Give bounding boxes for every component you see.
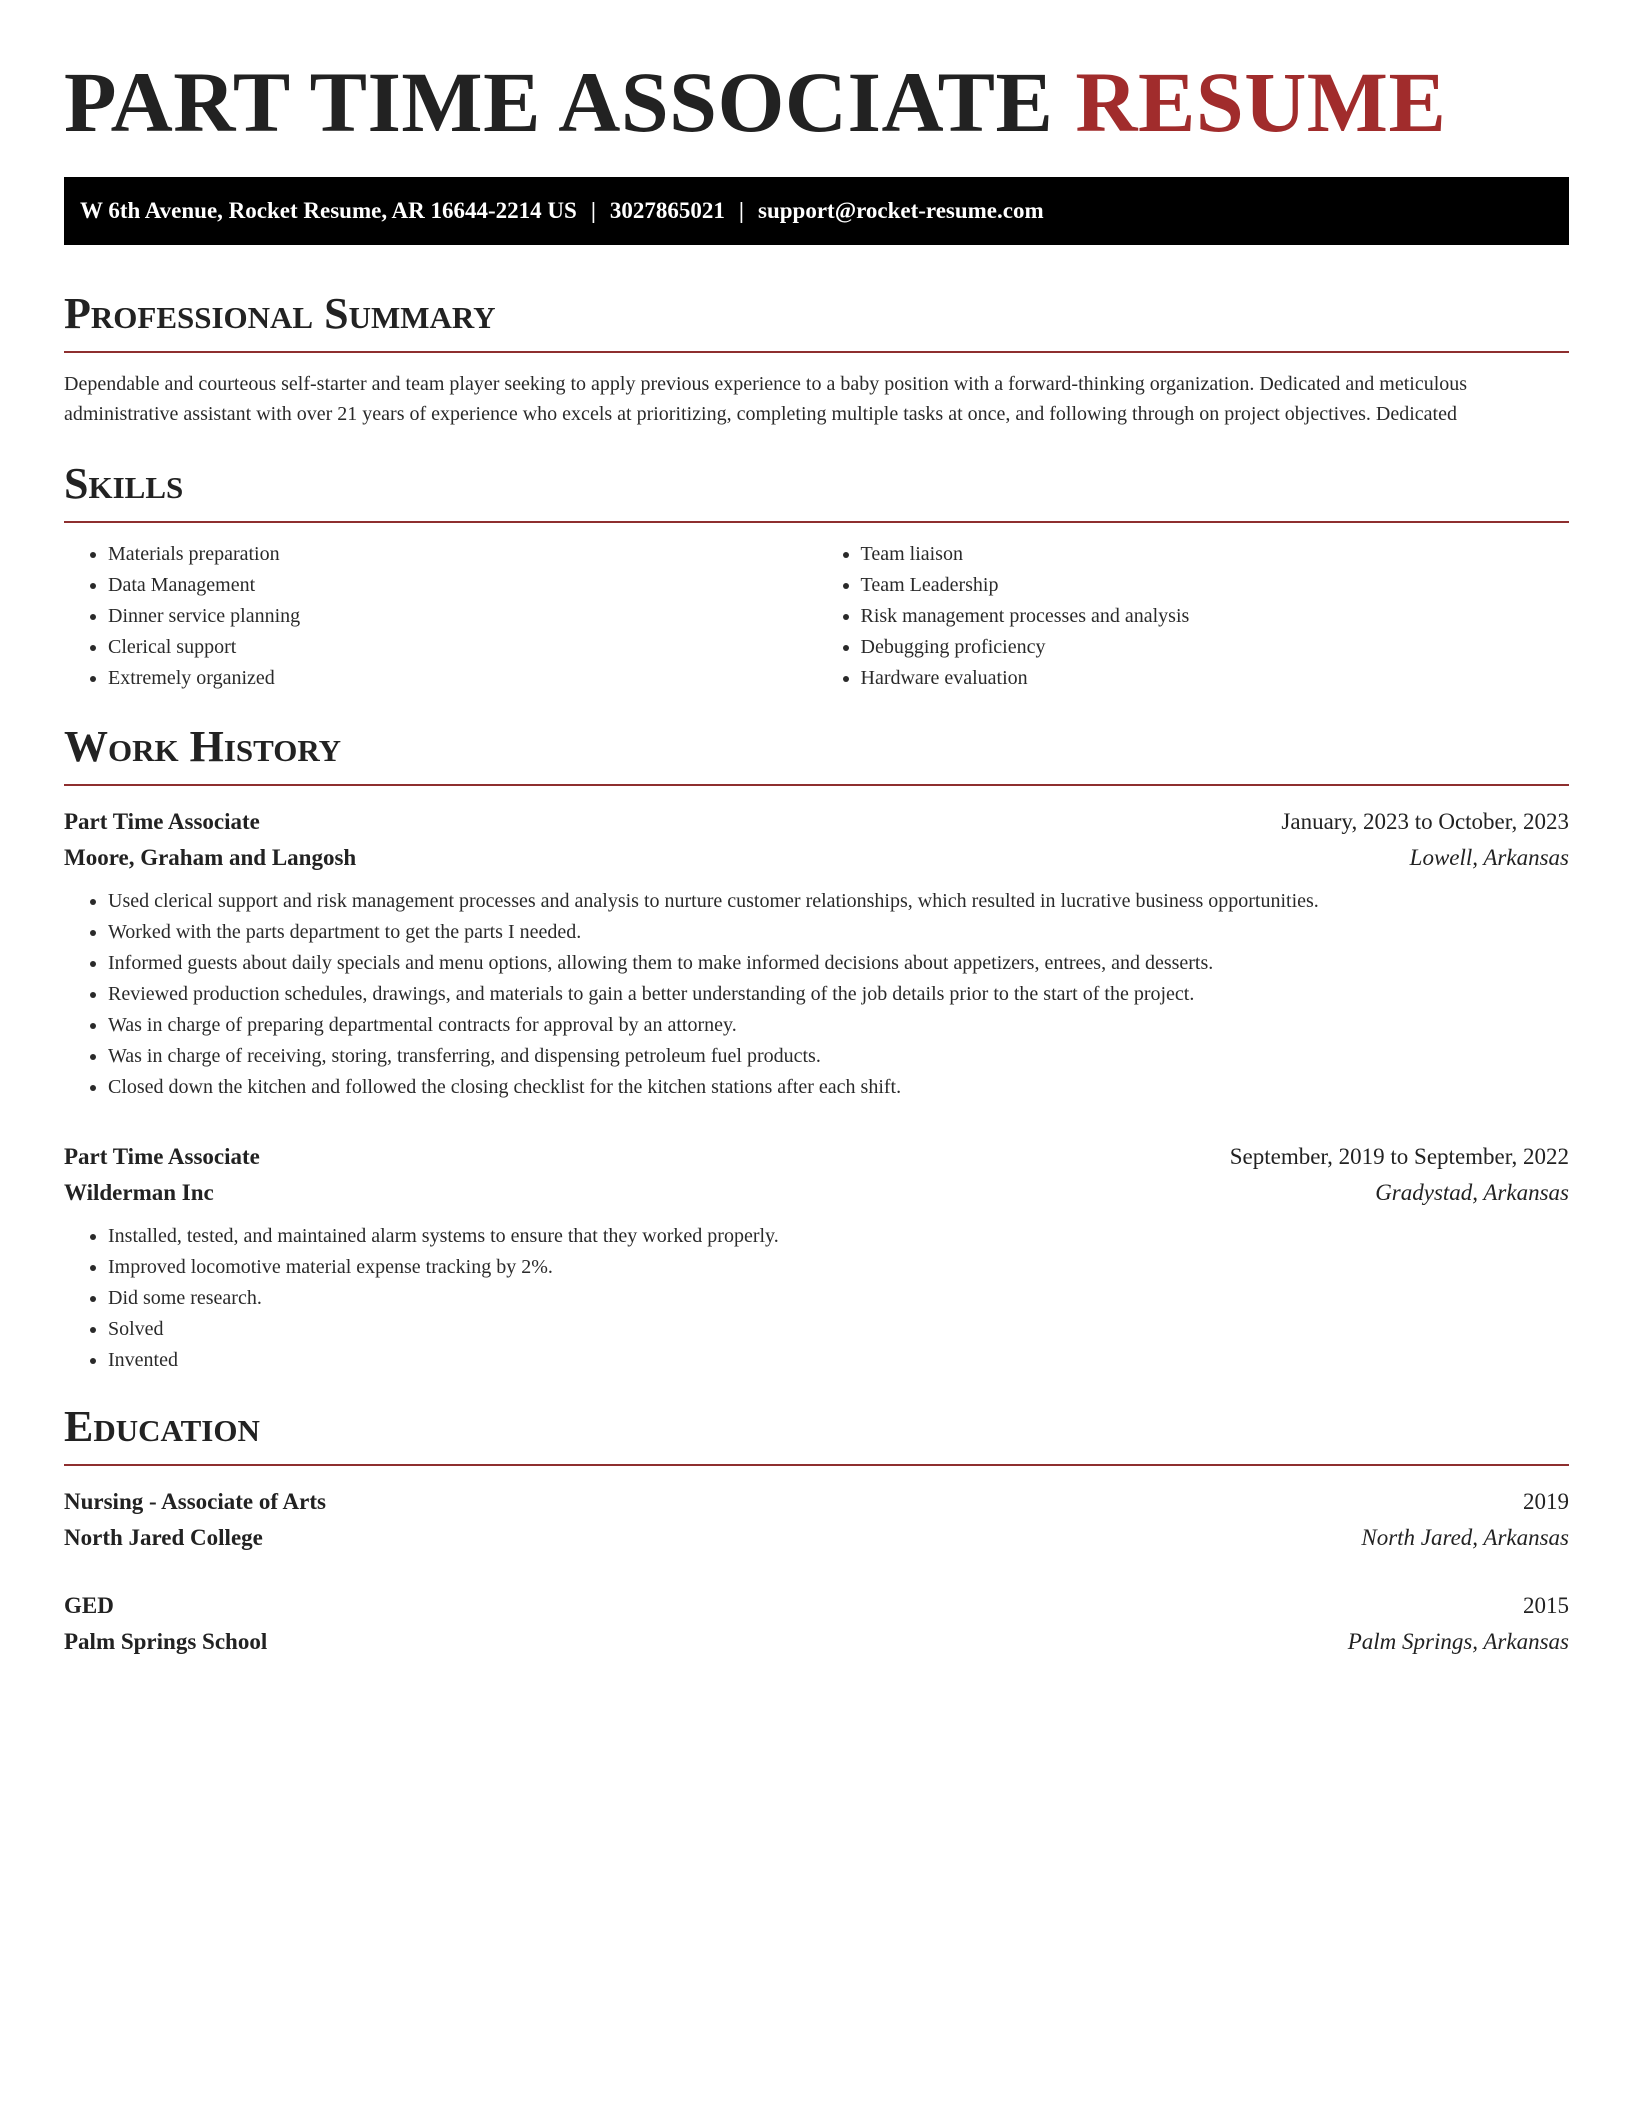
contact-address: W 6th Avenue, Rocket Resume, AR 16644-2214 US	[80, 198, 577, 223]
skills-column-right	[817, 539, 1570, 694]
job-header-row	[64, 804, 1569, 840]
work-history-heading: Work History	[64, 722, 1569, 786]
skill-item: • Clerical support	[108, 632, 817, 663]
skills-heading: Skills	[64, 459, 1569, 523]
education-school-row	[64, 1520, 1569, 1556]
job-company: Moore, Graham and Langosh	[64, 845, 357, 870]
contact-email: support@rocket-resume.com	[758, 198, 1044, 223]
skill-item: • Debugging proficiency	[861, 632, 1570, 663]
education-location: Palm Springs, Arkansas	[1347, 1629, 1569, 1654]
job-title: Part Time Associate	[64, 1144, 260, 1169]
job-location: Gradystad, Arkansas	[1375, 1180, 1569, 1205]
resume-title	[64, 52, 1569, 152]
job-duty: • Was in charge of preparing departmental contracts for approval by an attorney.	[108, 1010, 1569, 1041]
job-title: Part Time Associate	[64, 809, 260, 834]
title-main: PART TIME ASSOCIATE	[64, 54, 1054, 150]
contact-separator: |	[738, 198, 744, 223]
job-entry	[64, 804, 1569, 1103]
skill-item: • Team Leadership	[861, 570, 1570, 601]
contact-phone: 3027865021	[609, 198, 725, 223]
skill-item: • Hardware evaluation	[861, 663, 1570, 694]
title-accent: RESUME	[1075, 54, 1447, 150]
education-location: North Jared, Arkansas	[1361, 1525, 1569, 1550]
job-duty: • Solved	[108, 1314, 1569, 1345]
skills-column-left	[64, 539, 817, 694]
job-location: Lowell, Arkansas	[1409, 845, 1569, 870]
job-dates: September, 2019 to September, 2022	[1229, 1144, 1569, 1169]
education-degree-row	[64, 1484, 1569, 1520]
job-duty: • Improved locomotive material expense tracking by 2%.	[108, 1252, 1569, 1283]
skill-item: • Dinner service planning	[108, 601, 817, 632]
resume-page	[64, 0, 1569, 1660]
job-duty: • Reviewed production schedules, drawings, and materials to gain a better understanding of the job details prior to the start of the project.	[108, 979, 1569, 1010]
education-degree-row	[64, 1588, 1569, 1624]
job-dates: January, 2023 to October, 2023	[1281, 809, 1569, 834]
job-duty: • Closed down the kitchen and followed the closing checklist for the kitchen stations after each shift.	[108, 1072, 1569, 1103]
job-duty: • Used clerical support and risk management processes and analysis to nurture customer relationships, which resulted in lucrative business opportunities.	[108, 886, 1569, 917]
job-duties	[64, 1221, 1569, 1376]
skill-item: • Team liaison	[861, 539, 1570, 570]
summary-text: Dependable and courteous self-starter and team player seeking to apply previous experience to a baby position with a forward-thinking organization. Dedicated and meticulous administrative assistant with over 21 years of experience who excels at prioritizing, completing multiple tasks at once, and following through on project objectives. Dedicated	[64, 373, 1468, 425]
job-duties	[64, 886, 1569, 1103]
education-entry	[64, 1588, 1569, 1660]
job-entry	[64, 1139, 1569, 1376]
skill-item: • Materials preparation	[108, 539, 817, 570]
education-year: 2015	[1523, 1593, 1569, 1618]
education-degree: Nursing - Associate of Arts	[64, 1489, 326, 1514]
job-company-row	[64, 1175, 1569, 1211]
education-school: Palm Springs School	[64, 1629, 268, 1654]
job-company: Wilderman Inc	[64, 1180, 214, 1205]
job-duty: • Worked with the parts department to get the parts I needed.	[108, 917, 1569, 948]
job-header-row	[64, 1139, 1569, 1175]
education-year: 2019	[1523, 1489, 1569, 1514]
summary-heading: Professional Summary	[64, 289, 1569, 353]
skill-item: • Extremely organized	[108, 663, 817, 694]
skill-item: • Data Management	[108, 570, 817, 601]
education-heading: Education	[64, 1402, 1569, 1466]
skill-item: • Risk management processes and analysis	[861, 601, 1570, 632]
education-degree: GED	[64, 1593, 114, 1618]
education-school-row	[64, 1624, 1569, 1660]
education-entry	[64, 1484, 1569, 1556]
contact-separator: |	[590, 198, 596, 223]
contact-bar	[64, 177, 1569, 245]
job-duty: • Invented	[108, 1345, 1569, 1376]
skills-list	[64, 539, 1569, 694]
job-duty: • Did some research.	[108, 1283, 1569, 1314]
education-school: North Jared College	[64, 1525, 263, 1550]
job-duty: • Was in charge of receiving, storing, transferring, and dispensing petroleum fuel products.	[108, 1041, 1569, 1072]
job-duty: • Installed, tested, and maintained alarm systems to ensure that they worked properly.	[108, 1221, 1569, 1252]
job-company-row	[64, 840, 1569, 876]
job-duty: • Informed guests about daily specials and menu options, allowing them to make informed decisions about appetizers, entrees, and desserts.	[108, 948, 1569, 979]
